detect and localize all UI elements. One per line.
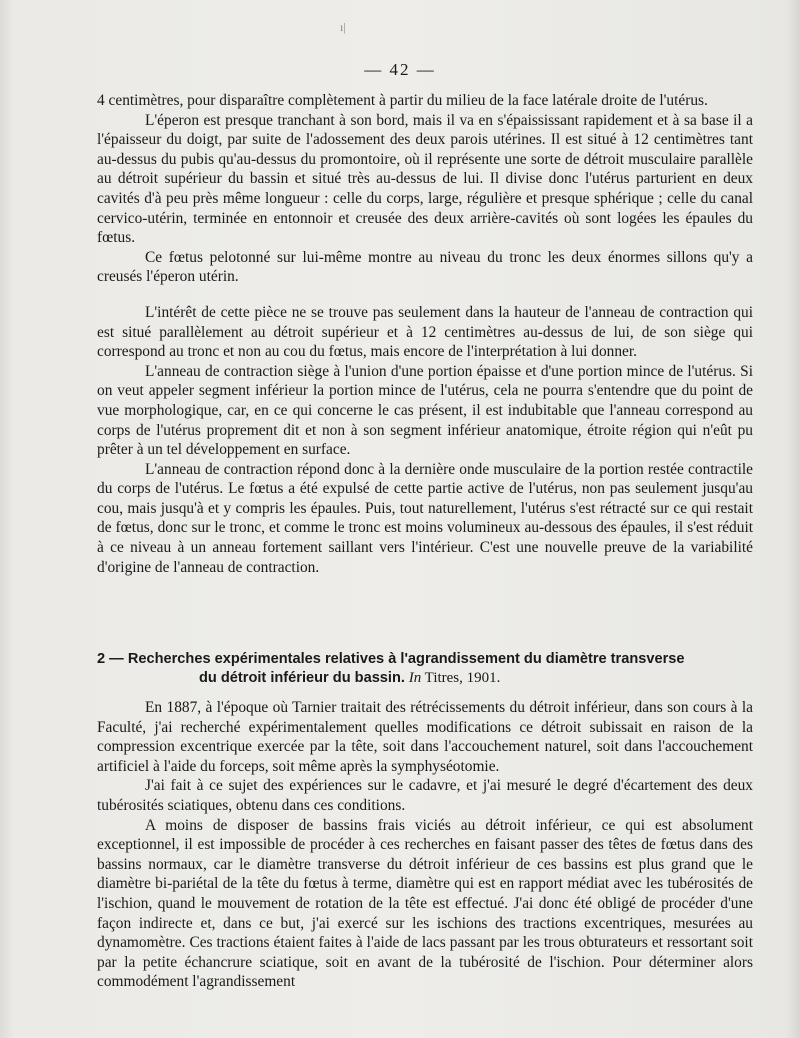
citation-in: In [408, 670, 422, 686]
heading-line-2-text: du détroit inférieur du bassin. [199, 670, 405, 686]
paragraph: L'intérêt de cette pièce ne se trouve pas seulement dans la hauteur de l'anneau de contraction qui est situé parallèlement au détroit supérieur et à 12 centimètres au-dessus de lui, de son siège qui correspond au tronc et non au cou du fœtus, mais encore de l'interprétation à lui donner. [97, 303, 753, 361]
citation [405, 670, 500, 686]
paragraph: L'anneau de contraction siège à l'union d'une portion épaisse et d'une portion mince de l'utérus. Si on veut appeler segment inférieur la portion mince de l'utérus, cela ne pourra s'entendre que du point de vue morphologique, car, en ce qui concerne le cas présent, il est indubitable que l'anneau correspond au corps de l'utérus proprement dit et non à son segment inférieur anatomique, étroite région qui n'eût pu prêter à un tel développement en surface. [97, 362, 753, 459]
paragraph: A moins de disposer de bassins frais viciés au détroit inférieur, ce qui est absolument exceptionnel, il est impossible de procéder à ces recherches en faisant passer des têtes de fœtus dans des bassins normaux, car le diamètre transverse du détroit inférieur de ces bassins est plus grand que le diamètre bi-pariétal de la tête du fœtus à terme, diamètre qui est en rapport médiat avec les tubérosités de l'ischion, quand le mouvement de rotation de la tête est effectué. J'ai donc été obligé de procéder d'une façon indirecte et, dans ce but, j'ai exercé sur les ischions des tractions excentriques, mesurées au dynamomètre. Ces tractions étaient faites à l'aide de lacs passant par les trous obturateurs et ressortant soit par la petite échancrure sciatique, soit en avant de la tubérosité de l'ischion. Pour déterminer alors commodément l'agrandissement [97, 816, 753, 991]
paragraph: L'anneau de contraction répond donc à la dernière onde musculaire de la portion restée contractile du corps de l'utérus. Le fœtus a été expulsé de cette partie active de l'utérus, non pas seulement jusqu'au cou, mais jusqu'à et y compris les épaules. Puis, tout naturellement, l'utérus s'est rétracté sur ce qui restait de fœtus, donc sur le tronc, et comme le tronc est moins volumineux au-dessous des épaules, il s'est réduit à ce niveau à un anneau fortement saillant vers l'intérieur. C'est une nouvelle preuve de la variabilité d'origine de l'anneau de contraction. [97, 460, 753, 576]
citation-source: Titres, 1901. [421, 670, 501, 686]
paragraph: L'éperon est presque tranchant à son bord, mais il va en s'épaississant rapidement et à sa base il a l'épaisseur du doigt, par suite de l'adossement des deux parois utérines. Il est situé à 12 centimètres tant au-dessus du pubis qu'au-dessus du promontoire, où il représente une sorte de détroit musculaire parallèle au détroit supérieur du bassin et situé très au-dessus de lui. Il divise donc l'utérus parturient en deux cavités d'à peu près même longueur : celle du corps, large, régulière et presque sphérique ; celle du canal cervico-utérin, terminée en entonnoir et creusée des deux arrière-cavités où sont logées les épaules du fœtus. [97, 111, 753, 247]
paragraph: Ce fœtus pelotonné sur lui-même montre au niveau du tronc les deux énormes sillons qu'y a creusés l'éperon utérin. [97, 248, 753, 286]
paragraph: 4 centimètres, pour disparaître complètement à partir du milieu de la face latérale droite de l'utérus. [97, 92, 708, 109]
section-1-body [97, 91, 753, 577]
heading-line-2 [97, 669, 753, 688]
page-number: — 42 — [364, 60, 436, 79]
paragraph: En 1887, à l'époque où Tarnier traitait des rétrécissements du détroit inférieur, dans son cours à la Faculté, j'ai recherché expérimentalement quelles modifications ce détroit subissait en raison de la compression excentrique exercée par la tête, soit dans l'accouchement naturel, soit dans l'accouchement artificiel à l'aide du forceps, soit même après la symphyséotomie. [97, 699, 753, 775]
paragraph: J'ai fait à ce sujet des expériences sur le cadavre, et j'ai mesuré le degré d'écartement des deux tubérosités sciatiques, obtenu dans ces conditions. [97, 777, 753, 814]
heading-line-1: 2 — Recherches expérimentales relatives à l'agrandissement du diamètre transverse [97, 651, 685, 667]
stray-mark: ı| [340, 20, 346, 34]
section-2-body [97, 698, 753, 992]
section-2-heading [97, 650, 753, 688]
